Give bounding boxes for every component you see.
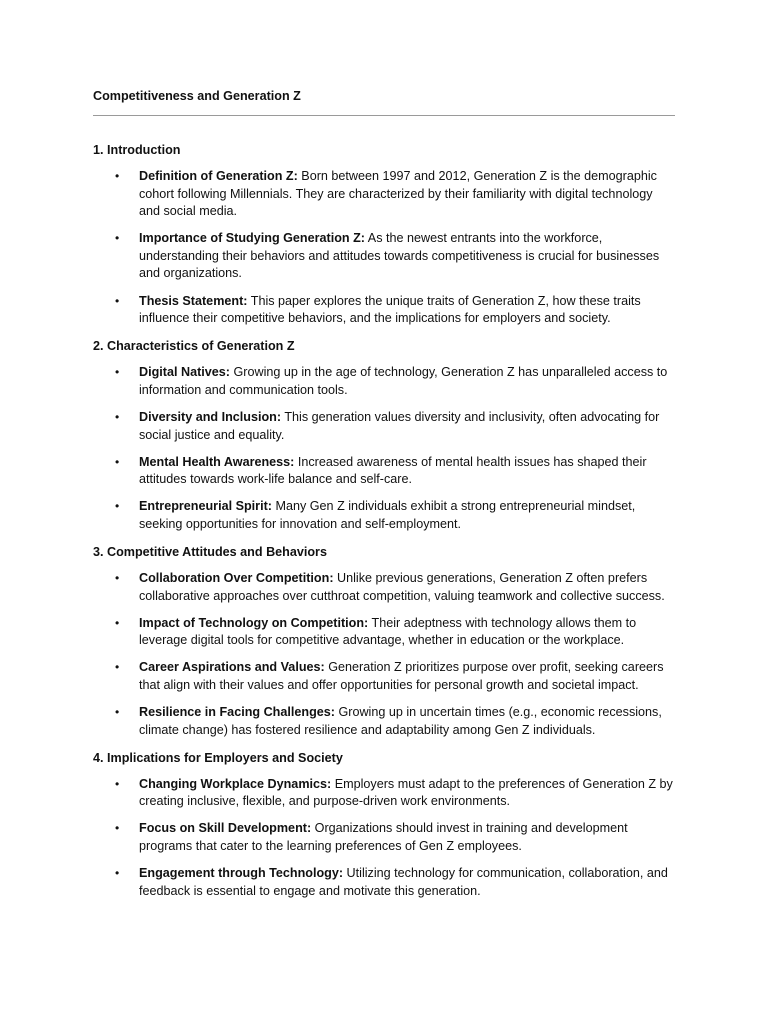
item-label: Impact of Technology on Competition: — [139, 615, 369, 630]
item-text: Utilizing technology for communication, collaboration, and feedback is essential to engage and motivate this generation. — [139, 866, 668, 898]
item-text: Generation Z prioritizes purpose over profit, seeking careers that align with their values and offer opportunities for personal growth and societal impact. — [139, 660, 664, 692]
item-label: Digital Natives: — [139, 365, 230, 380]
bullet-list — [93, 364, 677, 533]
list-item — [93, 230, 677, 283]
bullet-icon: • — [115, 776, 120, 791]
section — [93, 749, 677, 901]
section-heading: 4. Implications for Employers and Society — [93, 750, 343, 765]
item-label: Resilience in Facing Challenges: — [139, 705, 335, 720]
section — [93, 543, 677, 739]
item-text: Increased awareness of mental health issues has shaped their attitudes towards work-life balance and self-care. — [139, 454, 647, 487]
item-label: Importance of Studying Generation Z: — [139, 231, 365, 246]
section — [93, 141, 677, 328]
item-text: Unlike previous generations, Generation Z often prefers collaborative approaches over cutthroat competition, valuing teamwork and collective success. — [139, 571, 665, 603]
item-label: Changing Workplace Dynamics: — [139, 776, 332, 791]
list-item — [93, 409, 677, 444]
list-item — [93, 498, 677, 533]
bullet-icon: • — [115, 231, 120, 246]
bullet-list — [93, 570, 677, 739]
bullet-icon: • — [115, 454, 120, 469]
document-body — [93, 141, 677, 910]
item-text: Growing up in the age of technology, Generation Z has unparalleled access to information and communication tools. — [139, 365, 668, 397]
list-item — [93, 570, 677, 605]
list-item — [93, 776, 677, 811]
item-text: Their adeptness with technology allows them to leverage digital tools for competitive advantage, whether in education or the workplace. — [139, 615, 637, 648]
list-item — [93, 293, 677, 328]
bullet-icon: • — [115, 169, 120, 183]
item-text: As the newest entrants into the workforce, understanding their behaviors and attitudes towards competitiveness is crucial for businesses and organizations. — [139, 231, 660, 281]
item-label: Mental Health Awareness: — [139, 454, 295, 469]
item-label: Career Aspirations and Values: — [139, 660, 325, 675]
item-label: Engagement through Technology: — [139, 866, 344, 881]
bullet-icon: • — [115, 705, 120, 720]
bullet-icon: • — [115, 365, 120, 380]
bullet-icon: • — [115, 409, 120, 424]
item-text: Many Gen Z individuals exhibit a strong entrepreneurial mindset, seeking opportunities for innovation and self-employment. — [139, 499, 636, 531]
bullet-icon: • — [115, 660, 120, 675]
bullet-icon: • — [115, 571, 120, 585]
document-title: Competitiveness and Generation Z — [93, 89, 301, 103]
item-text: Growing up in uncertain times (e.g., economic recessions, climate change) has fostered resilience and adaptability among Gen Z individuals. — [139, 705, 662, 737]
item-text: Organizations should invest in training and development programs that cater to the learning preferences of Gen Z employees. — [139, 821, 628, 854]
bullet-list — [93, 776, 677, 901]
item-text: Born between 1997 and 2012, Generation Z is the demographic cohort following Millennials. They are characterized by their familiarity with digital technology and social media. — [139, 169, 657, 219]
bullet-icon: • — [115, 821, 120, 836]
bullet-icon: • — [115, 866, 120, 881]
section — [93, 337, 677, 533]
bullet-icon: • — [115, 615, 120, 630]
bullet-list — [93, 168, 677, 328]
list-item — [93, 820, 677, 855]
list-item — [93, 364, 677, 399]
item-text: This generation values diversity and inclusivity, often advocating for social justice and equality. — [139, 409, 660, 442]
item-label: Thesis Statement: — [139, 293, 248, 308]
section-heading: 2. Characteristics of Generation Z — [93, 339, 295, 354]
bullet-icon: • — [115, 499, 120, 514]
item-text: Employers must adapt to the preferences of Generation Z by creating inclusive, flexible, and purpose-driven work environments. — [139, 776, 673, 809]
item-label: Definition of Generation Z: — [139, 169, 298, 183]
list-item — [93, 454, 677, 489]
item-label: Entrepreneurial Spirit: — [139, 499, 272, 514]
section-heading: 3. Competitive Attitudes and Behaviors — [93, 545, 327, 559]
list-item — [93, 865, 677, 900]
item-label: Diversity and Inclusion: — [139, 409, 282, 424]
section-heading: 1. Introduction — [93, 143, 181, 157]
item-text: This paper explores the unique traits of Generation Z, how these traits influence their competitive behaviors, and the implications for employers and society. — [139, 293, 641, 326]
bullet-icon: • — [115, 293, 120, 308]
list-item — [93, 704, 677, 739]
item-label: Focus on Skill Development: — [139, 821, 312, 836]
title-divider — [93, 115, 675, 116]
list-item — [93, 615, 677, 650]
list-item — [93, 659, 677, 694]
list-item — [93, 168, 677, 221]
item-label: Collaboration Over Competition: — [139, 571, 334, 585]
